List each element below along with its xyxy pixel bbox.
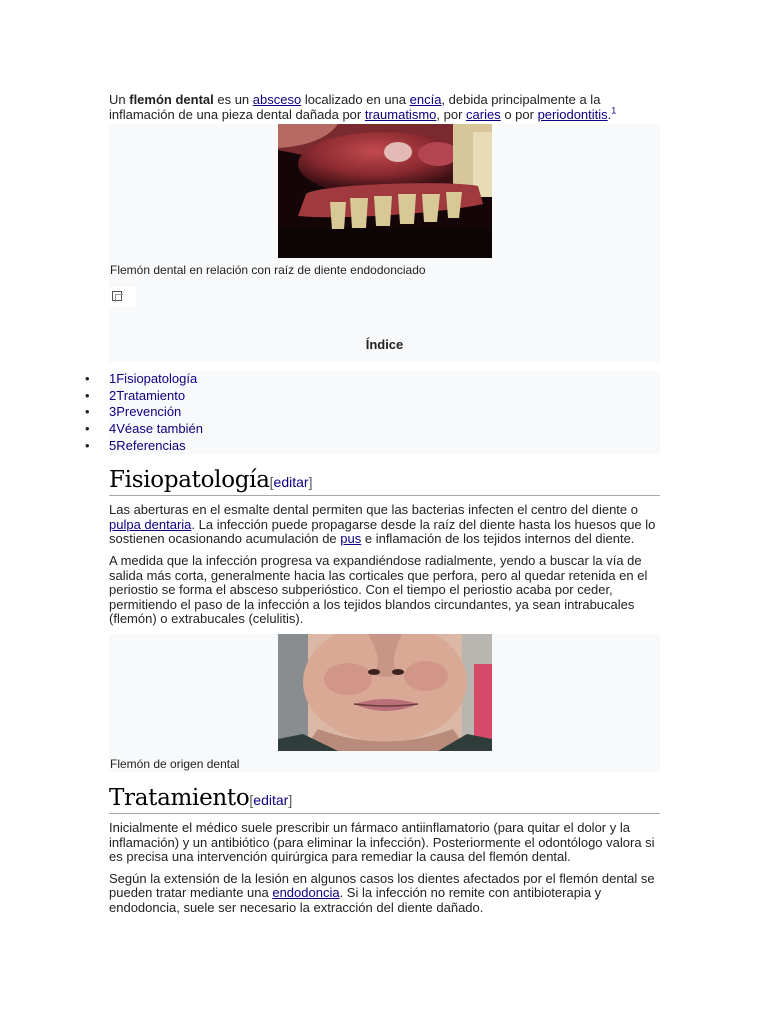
table-of-contents xyxy=(109,338,660,362)
intro-text: , por xyxy=(436,106,467,122)
figure-flemon-origen-dental xyxy=(109,634,660,772)
paragraph: Las aberturas en el esmalte dental permiten que las bacterias infecten el centro del diente o pulpa dentaria. La infección puede propagarse desde la raíz del diente hasta los huesos que lo sostienen ocasionando acumulación de pus e inflamación de los tejidos internos del diente. xyxy=(109,502,656,547)
toc-item[interactable]: • 1Fisiopatología xyxy=(109,371,660,388)
article-body xyxy=(109,91,660,915)
photo-flemon-origen-dental[interactable] xyxy=(278,634,492,751)
link-pus[interactable]: pus xyxy=(340,531,362,547)
paragraph: Inicialmente el médico suele prescribir un fármaco antiinflamatorio (para quitar el dolor y la inflamación) y un antibiótico (para eliminar la infección). Posteriormente el odontólogo valora si es precisa una intervención quirúrgica para remediar la causa del flemón dental. xyxy=(109,819,655,865)
edit-link[interactable]: editar xyxy=(253,791,289,808)
toc-list xyxy=(109,371,660,454)
link-caries[interactable]: caries xyxy=(466,106,501,122)
link-traumatismo[interactable]: traumatismo xyxy=(364,106,437,122)
toc-toggle[interactable] xyxy=(110,287,136,307)
intro-text: Un xyxy=(109,92,130,107)
checkbox-icon xyxy=(112,291,122,301)
paragraph: Según la extensión de la lesión en algunos casos los dientes afectados por el flemón dental se pueden tratar mediante una endodoncia. Si la infección no remite con antibioterapia y endodoncia, suele ser necesario la extracción del diente dañado. xyxy=(109,870,655,915)
link-encia[interactable]: encía xyxy=(409,92,442,107)
toc-item[interactable]: • 4Véase también xyxy=(109,421,660,438)
toc-item[interactable]: • 2Tratamiento xyxy=(109,388,660,405)
edit-link[interactable]: editar xyxy=(273,474,309,491)
toc-title: Índice xyxy=(365,337,404,353)
reference-link[interactable]: 1 xyxy=(611,105,617,116)
figure-caption: Flemón dental en relación con raíz de diente endodonciado xyxy=(110,263,426,278)
intro-text: . xyxy=(607,106,612,122)
link-periodontitis[interactable]: periodontitis xyxy=(537,106,608,122)
figure-flemon-encia xyxy=(109,124,660,338)
section-heading-fisiopatologia: Fisiopatología[editar] xyxy=(109,467,660,496)
link-pulpa-dentaria[interactable]: pulpa dentaria xyxy=(109,516,192,532)
intro-text: , debida principalmente a la inflamación de una pieza dental dañada por xyxy=(109,92,601,122)
section-heading-tratamiento: Tratamiento[editar] xyxy=(109,785,660,814)
intro-text: o por xyxy=(500,106,538,122)
edit-section-link: [editar] xyxy=(249,791,293,808)
edit-section-link: [editar] xyxy=(269,474,313,491)
intro-text: localizado en una xyxy=(301,92,410,107)
photo-flemon-encia[interactable] xyxy=(278,124,492,258)
link-endodoncia[interactable]: endodoncia xyxy=(272,885,340,901)
figure-caption: Flemón de origen dental xyxy=(110,756,240,771)
toc-item[interactable]: • 5Referencias xyxy=(109,438,660,455)
intro-bold-term: flemón dental xyxy=(129,92,214,107)
link-absceso[interactable]: absceso xyxy=(252,92,302,107)
toc-item[interactable]: • 3Prevención xyxy=(109,404,660,421)
paragraph: A medida que la infección progresa va expandiéndose radialmente, yendo a buscar la vía de salida más corta, generalmente hacia las corticales que perfora, pero al quedar retenida en el periostio se forma el absceso subperióstico. Con el tiempo el periostio acaba por ceder, permitiendo el paso de la infección a los tejidos blandos circundantes, ya sean intrabucales (flemón) o extrabucales (celulitis). xyxy=(109,552,648,627)
intro-paragraph xyxy=(109,93,660,122)
intro-text: es un xyxy=(213,92,253,107)
